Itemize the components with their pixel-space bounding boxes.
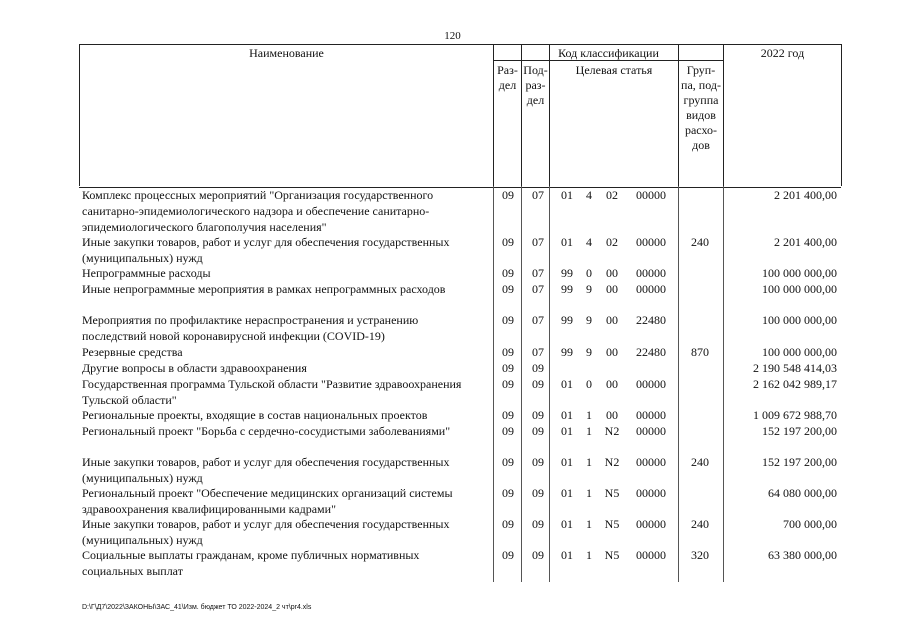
- cell-target-direction: 22480: [636, 345, 666, 359]
- row-name-line: Социальные выплаты гражданам, кроме публичных нормативных: [82, 548, 420, 562]
- header-group: [679, 63, 723, 153]
- row-name: [82, 376, 487, 408]
- cell-target-program: 01: [561, 188, 573, 202]
- cell-target-direction: 00000: [636, 188, 666, 202]
- cell-amount: 100 000 000,00: [762, 282, 837, 296]
- cell-target-subprogram: 00: [606, 266, 618, 280]
- column-divider: [678, 186, 679, 582]
- row-name-line: (муниципальных) нужд: [82, 533, 203, 547]
- cell-amount: 63 380 000,00: [768, 548, 837, 562]
- row-name-line: Иные закупки товаров, работ и услуг для обеспечения государственных: [82, 455, 450, 469]
- cell-amount: 2 190 548 414,03: [753, 361, 837, 375]
- row-name: [82, 344, 487, 360]
- cell-razdel: 09: [502, 235, 514, 249]
- header-code: Код классификации: [558, 46, 659, 60]
- cell-target-subprogram: 00: [606, 313, 618, 327]
- header-razdel: [494, 63, 521, 93]
- row-name-line: Государственная программа Тульской области "Развитие здравоохранения: [82, 377, 462, 391]
- cell-amount: 64 080 000,00: [768, 486, 837, 500]
- row-name-line: Непрограммные расходы: [82, 266, 211, 280]
- cell-target-program: 01: [561, 548, 573, 562]
- table-header: [79, 44, 841, 188]
- row-name: [82, 234, 487, 266]
- column-divider: [493, 186, 494, 582]
- cell-target-program: 01: [561, 235, 573, 249]
- cell-target-type: 0: [586, 377, 592, 391]
- cell-razdel: 09: [502, 266, 514, 280]
- header-group-line: дов: [692, 138, 710, 152]
- cell-target-subprogram: 00: [606, 282, 618, 296]
- cell-amount: 2 201 400,00: [774, 235, 837, 249]
- row-name: [82, 360, 487, 376]
- cell-expense-group: 240: [691, 455, 709, 469]
- cell-expense-group: 240: [691, 235, 709, 249]
- cell-razdel: 09: [502, 424, 514, 438]
- page-number: 120: [444, 30, 461, 42]
- header-podrazdel-line: раз-: [525, 78, 546, 92]
- cell-razdel: 09: [502, 345, 514, 359]
- cell-razdel: 09: [502, 377, 514, 391]
- cell-target-type: 1: [586, 548, 592, 562]
- row-name-line: здравоохранения квалифицированными кадрами": [82, 502, 336, 516]
- row-name: [82, 407, 487, 423]
- cell-target-direction: 00000: [636, 424, 666, 438]
- file-path-footer: D:\Г\Д7\2022\ЗАКОНЫ\ЗАС_41\Изм. бюджет ТО 2022-2024_2 чт\pr4.xls: [82, 604, 312, 611]
- header-razdel-line: дел: [498, 78, 517, 92]
- cell-podrazdel: 09: [532, 517, 544, 531]
- cell-target-direction: 00000: [636, 455, 666, 469]
- cell-target-program: 01: [561, 517, 573, 531]
- row-name: [82, 454, 487, 486]
- cell-target-program: 01: [561, 486, 573, 500]
- row-name-line: Иные закупки товаров, работ и услуг для обеспечения государственных: [82, 235, 450, 249]
- header-podrazdel-line: Под-: [523, 63, 548, 77]
- cell-target-subprogram: N5: [604, 548, 620, 562]
- cell-target-type: 4: [586, 235, 592, 249]
- cell-target-program: 99: [561, 345, 573, 359]
- cell-target-type: 1: [586, 408, 592, 422]
- cell-amount: 100 000 000,00: [762, 345, 837, 359]
- cell-target-subprogram: N2: [604, 455, 620, 469]
- row-name-line: эпидемиологического благополучия населения": [82, 220, 327, 234]
- row-name-line: Мероприятия по профилактике нераспространения и устранению: [82, 313, 419, 327]
- cell-amount: 100 000 000,00: [762, 313, 837, 327]
- cell-target-type: 4: [586, 188, 592, 202]
- row-name-line: Другие вопросы в области здравоохранения: [82, 361, 307, 375]
- row-name-line: Региональный проект "Обеспечение медицинских организаций системы: [82, 486, 453, 500]
- cell-target-type: 9: [586, 282, 592, 296]
- cell-amount: 152 197 200,00: [762, 455, 837, 469]
- cell-podrazdel: 09: [532, 408, 544, 422]
- header-divider: [79, 44, 80, 186]
- cell-target-subprogram: 00: [606, 345, 618, 359]
- cell-target-subprogram: 02: [606, 188, 618, 202]
- cell-target-program: 01: [561, 455, 573, 469]
- row-name-line: социальных выплат: [82, 564, 183, 578]
- row-name-line: Региональный проект "Борьба с сердечно-сосудистыми заболеваниями": [82, 424, 451, 438]
- cell-target-direction: 00000: [636, 235, 666, 249]
- header-group-line: группа: [683, 93, 719, 107]
- cell-razdel: 09: [502, 517, 514, 531]
- header-group-line: па, под-: [681, 78, 721, 92]
- row-name: [82, 485, 487, 517]
- cell-podrazdel: 09: [532, 455, 544, 469]
- row-name-line: Региональные проекты, входящие в состав национальных проектов: [82, 408, 428, 422]
- row-name: [82, 547, 487, 579]
- cell-amount: 2 201 400,00: [774, 188, 837, 202]
- header-target: Целевая статья: [575, 63, 653, 77]
- cell-target-program: 01: [561, 377, 573, 391]
- cell-target-program: 99: [561, 313, 573, 327]
- cell-razdel: 09: [502, 486, 514, 500]
- cell-target-program: 01: [561, 408, 573, 422]
- header-year: 2022 год: [760, 46, 805, 60]
- cell-podrazdel: 07: [532, 345, 544, 359]
- header-group-line: расхо-: [684, 123, 718, 137]
- cell-amount: 2 162 042 989,17: [753, 377, 837, 391]
- row-name-line: санитарно-эпидемиологического надзора и обеспечение санитарно-: [82, 204, 430, 218]
- cell-target-direction: 00000: [636, 486, 666, 500]
- cell-podrazdel: 09: [532, 377, 544, 391]
- header-divider: [723, 44, 724, 186]
- row-name-line: (муниципальных) нужд: [82, 251, 203, 265]
- cell-target-type: 1: [586, 486, 592, 500]
- row-name: [82, 265, 487, 281]
- row-name-line: Резервные средства: [82, 345, 183, 359]
- cell-target-subprogram: 00: [606, 408, 618, 422]
- cell-podrazdel: 07: [532, 282, 544, 296]
- cell-target-subprogram: N5: [604, 517, 620, 531]
- header-podrazdel: [522, 63, 549, 108]
- cell-podrazdel: 07: [532, 188, 544, 202]
- cell-razdel: 09: [502, 282, 514, 296]
- header-group-line: видов: [686, 108, 716, 122]
- cell-target-direction: 00000: [636, 408, 666, 422]
- cell-target-type: 1: [586, 424, 592, 438]
- header-razdel-line: Раз-: [497, 63, 518, 77]
- cell-target-subprogram: 02: [606, 235, 618, 249]
- cell-target-subprogram: N5: [604, 486, 620, 500]
- row-name: [82, 187, 487, 235]
- cell-target-direction: 00000: [636, 517, 666, 531]
- cell-target-direction: 00000: [636, 266, 666, 280]
- cell-amount: 152 197 200,00: [762, 424, 837, 438]
- row-name: [82, 516, 487, 548]
- cell-target-type: 0: [586, 266, 592, 280]
- cell-target-type: 9: [586, 345, 592, 359]
- cell-podrazdel: 07: [532, 313, 544, 327]
- cell-razdel: 09: [502, 455, 514, 469]
- row-name-line: Иные непрограммные мероприятия в рамках непрограммных расходов: [82, 282, 446, 296]
- cell-expense-group: 320: [691, 548, 709, 562]
- cell-podrazdel: 09: [532, 486, 544, 500]
- cell-target-type: 1: [586, 517, 592, 531]
- row-name-line: последствий новой коронавирусной инфекции (COVID-19): [82, 329, 385, 343]
- cell-razdel: 09: [502, 313, 514, 327]
- cell-podrazdel: 09: [532, 424, 544, 438]
- cell-target-direction: 00000: [636, 282, 666, 296]
- row-name: [82, 423, 487, 439]
- row-name-line: (муниципальных) нужд: [82, 471, 203, 485]
- cell-podrazdel: 07: [532, 235, 544, 249]
- row-name: [82, 281, 487, 297]
- column-divider: [521, 186, 522, 582]
- cell-target-program: 99: [561, 282, 573, 296]
- cell-podrazdel: 09: [532, 548, 544, 562]
- header-podrazdel-line: дел: [526, 93, 545, 107]
- cell-amount: 1 009 672 988,70: [753, 408, 837, 422]
- cell-expense-group: 240: [691, 517, 709, 531]
- cell-target-type: 9: [586, 313, 592, 327]
- cell-target-subprogram: N2: [604, 424, 620, 438]
- row-name: [82, 312, 487, 344]
- cell-razdel: 09: [502, 548, 514, 562]
- cell-target-direction: 00000: [636, 377, 666, 391]
- header-name: Наименование: [249, 46, 324, 60]
- header-group-line: Груп-: [686, 63, 716, 77]
- cell-podrazdel: 07: [532, 266, 544, 280]
- row-name-line: Тульской области": [82, 393, 177, 407]
- cell-razdel: 09: [502, 408, 514, 422]
- row-name-line: Иные закупки товаров, работ и услуг для обеспечения государственных: [82, 517, 450, 531]
- header-divider: [841, 44, 842, 186]
- cell-target-program: 01: [561, 424, 573, 438]
- cell-target-direction: 22480: [636, 313, 666, 327]
- cell-target-direction: 00000: [636, 548, 666, 562]
- cell-razdel: 09: [502, 361, 514, 375]
- cell-target-type: 1: [586, 455, 592, 469]
- cell-podrazdel: 09: [532, 361, 544, 375]
- cell-amount: 100 000 000,00: [762, 266, 837, 280]
- row-name-line: Комплекс процессных мероприятий "Организация государственного: [82, 188, 434, 202]
- cell-amount: 700 000,00: [783, 517, 837, 531]
- cell-razdel: 09: [502, 188, 514, 202]
- cell-target-program: 99: [561, 266, 573, 280]
- cell-expense-group: 870: [691, 345, 709, 359]
- cell-target-subprogram: 00: [606, 377, 618, 391]
